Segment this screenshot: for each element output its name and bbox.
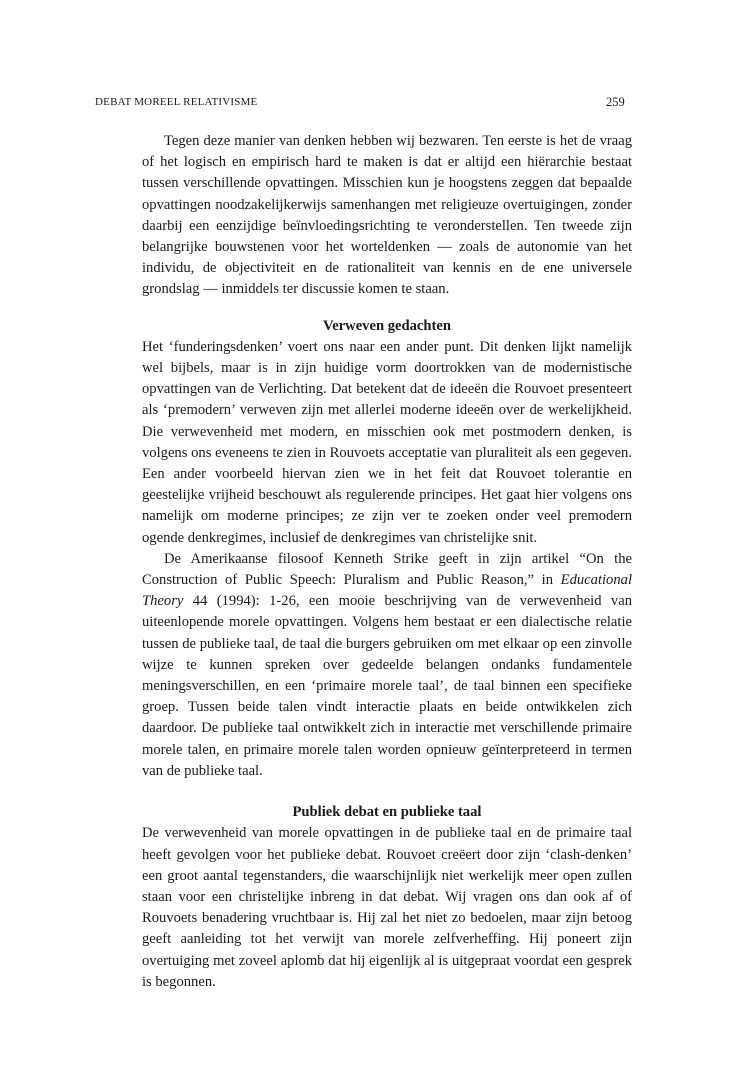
- paragraph-publiek-debat: De verwevenheid van morele opvattingen in de publieke taal en de primaire taal heeft gevolgen voor het publieke debat. Rouvoet creëert door zijn ‘clash-denken’ een groot aantal tegenstanders, die waarschijnlijk niet werkelijk meer open zullen staan voor een christelijke inbreng in dat debat. Wij vragen ons dan ook af of Rouvoets benadering vruchtbaar is. Hij zal het niet zo bedoelen, maar zijn betoog geeft aanleiding tot het verwijt van morele zelfverheffing. Hij poneert zijn overtuiging met zoveel aplomb dat hij eigenlijk al is uitgepraat voordat een gesprek is begonnen.: [142, 825, 632, 990]
- page-number: 259: [606, 95, 625, 109]
- section-heading-publiek-debat: Publiek debat en publieke taal: [292, 804, 482, 821]
- journal-title: Educational Theory: [142, 572, 632, 610]
- paragraph-funderingsdenken: Het ‘funderingsdenken’ voert ons naar een ander punt. Dit denken lijkt namelijk wel bijbels, maar is in zijn huidige vorm doortrokken van de modernistische opvattingen van de Verlichting. Dat betekent dat de ideeën die Rouvoet presenteert als ‘premodern’ verweven zijn met allerlei moderne ideeën over de werkelijkheid. Die verwevenheid met modern, en misschien ook met postmodern denken, is volgens ons eveneens te zien in Rouvoets acceptatie van pluraliteit als een gegeven. Een ander voorbeeld hiervan zien we in het feit dat Rouvoet tolerantie en geestelijke vrijheid beschouwt als regulerende principes. Het gaat hier volgens ons namelijk om moderne principes; ze zijn ver te zoeken onder veel premodern ogende denkregimes, inclusief de denkregimes van christelijke snit.: [142, 338, 632, 546]
- running-head: DEBAT MOREEL RELATIVISME: [95, 96, 258, 108]
- strike-text-after-journal: 44 (1994): 1-26, een mooie beschrijving van de verwevenheid van uiteenlopende morele opvattingen. Volgens hem bestaat er een dialectische relatie tussen de publieke taal, de taal die burgers gebruiken om met elkaar op een zinvolle wijze te kunnen spreken over gedeelde belangen ondanks fundamentele meningsverschillen, en een ‘primaire morele taal’, de taal binnen een specifieke groep. Tussen beide talen vindt interactie plaats en beide ontwikkelen zich daardoor. De publieke taal ontwikkelt zich in interactie met verschillende primaire morele talen, en primaire morele talen worden opnieuw geïnterpreteerd in termen van de publieke taal.: [142, 593, 632, 779]
- strike-text-before-journal: De Amerikaanse filosoof Kenneth Strike geeft in zijn artikel “On the Construction of Public Speech: Pluralism and Public Reason,” in: [142, 550, 632, 589]
- paragraph-kenneth-strike: [142, 549, 632, 782]
- section-heading-verweven-gedachten: Verweven gedachten: [323, 317, 451, 334]
- body-text: [142, 131, 632, 993]
- paragraph-bezwaren: Tegen deze manier van denken hebben wij bezwaren. Ten eerste is het de vraag of het logisch en empirisch hard te maken is dat er altijd een hiërarchie bestaat tussen verschillende opvattingen. Misschien kun je hoogstens zeggen dat bepaalde opvattingen noodzakelijkerwijs samenhangen met religieuze overtuigingen, zonder daarbij een eenzijdige beïnvloedingsrichting te veronderstellen. Ten tweede zijn belangrijke bouwstenen voor het worteldenken — zoals de autonomie van het individu, de objectiviteit en de rationaliteit van kennis en de ene universele grondslag — inmiddels ter discussie komen te staan.: [142, 133, 632, 298]
